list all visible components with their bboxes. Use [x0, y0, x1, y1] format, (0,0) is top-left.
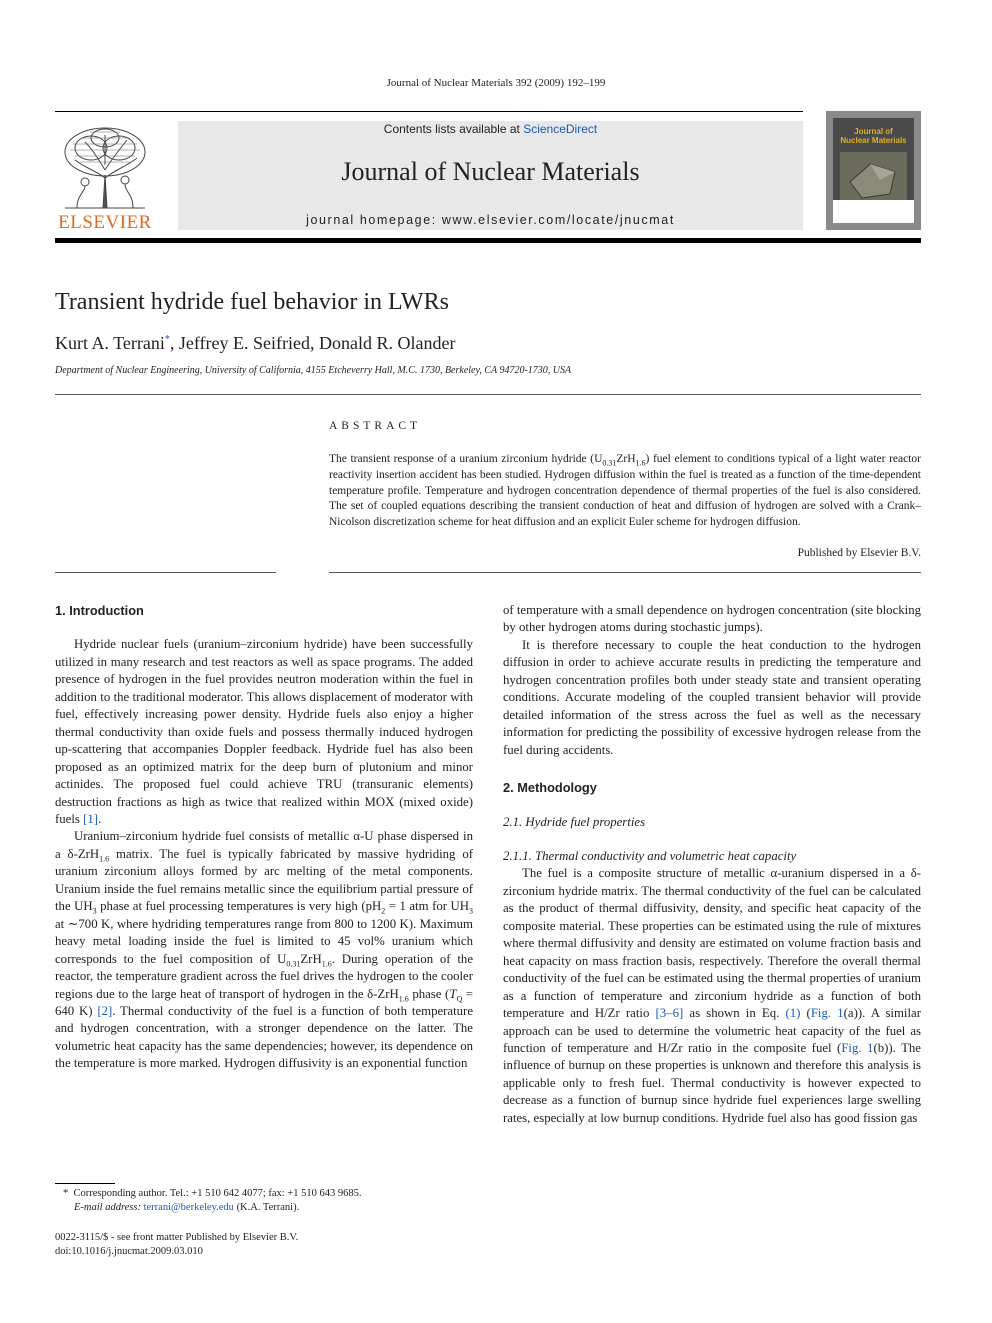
article-title: Transient hydride fuel behavior in LWRs [55, 289, 449, 315]
footnote [55, 1187, 475, 1215]
cover-title-line2: Nuclear Materials [840, 136, 907, 145]
intro-paragraph-2: Uranium–zirconium hydride fuel consists of metallic α-U phase dispersed in a δ-ZrH$_{1.6}$ matrix. The fuel is typically fabricated by massive hydriding of uranium zirconium alloys formed by arc melting of the metal components. Uranium inside the fuel remains metallic since the equilibrium partial pressure of the $UH_3$ phase at fuel processing temperatures is very high ($pH_2 = 1$ atm for $UH_3$ at ∼700 K, where hydriding temperatures range from 800 to 1200 K). Maximum heavy metal loading inside the fuel is limited to 45 vol% uranium which corresponds to the fuel composition of $U_{0.31}ZrH_{1.6}$. During operation of the reactor, the temperature gradient across the fuel drives the hydrogen to the cooler regions due to the large heat of transport of hydrogen in the δ-ZrH$_{1.6}$ phase ($T_Q = 640$ K) [2]. Thermal conductivity of the fuel is a function of both temperature and hydrogen concentration, with a stronger dependence on the latter. The volumetric heat capacity has the same dependencies; however, its dependence on the temperature is more marked. Hydrogen diffusivity is an exponential function [55, 829, 474, 1071]
corresponding-footnote [55, 1187, 475, 1201]
cover-title-line1: Journal of [854, 127, 893, 136]
elsevier-wordmark: ELSEVIER [58, 212, 152, 233]
sciencedirect-link[interactable]: ScienceDirect [523, 122, 598, 136]
email-suffix: (K.A. Terrani). [236, 1202, 300, 1213]
section-2-heading: 2. Methodology [503, 780, 597, 796]
front-matter [55, 1231, 298, 1259]
email-footnote [55, 1201, 475, 1215]
other-authors: , Jeffrey E. Seifried, Donald R. Olander [169, 333, 456, 353]
cover-title [833, 127, 914, 145]
footnote-rule [55, 1183, 115, 1184]
affiliation: Department of Nuclear Engineering, University of California, 4155 Etcheverry Hall, M.C. 1730, Berkeley, CA 94720-1730, USA [55, 365, 572, 376]
intro-paragraph-1: Hydride nuclear fuels (uranium–zirconium hydride) have been successfully utilized in many research and test reactors as well as space programs. The added presence of hydrogen in the fuel provides neutron moderation within the fuel in addition to the traditional moderator. This allows displacement of moderator with fuel, effectively increasing power density. Hydride fuels also enjoy a higher thermal conductivity than oxide fuels and possess thermally induced hydrogen up-scattering that accompanies Doppler feedback. Hydride fuel has also been proposed as an optimized matrix for the deep burn of plutonium and minor actinides. The proposed fuel could achieve TRU (transuranic elements) destruction fractions as high as twice that realized within MOX (mixed oxide) fuels [1]. [55, 637, 473, 826]
intro-paragraph-2-cont: of temperature with a small dependence on hydrogen concentration (site blocking by other hydrogen atoms during stochastic jumps). [503, 603, 921, 635]
cover-bottom-strip [833, 200, 914, 223]
section-1-heading: 1. Introduction [55, 603, 144, 618]
cover-panel [833, 118, 914, 223]
corresponding-text: Corresponding author. Tel.: +1 510 642 4077; fax: +1 510 643 9685. [73, 1188, 362, 1199]
intro-paragraph-3: It is therefore necessary to couple the heat conduction to the hydrogen diffusion in order to achieve accurate results in predicting the temperature and hydrogen concentration profiles both under steady state and transient operating conditions. Accurate modeling of the coupled transient behavior will provide detailed information of the stress across the fuel as well as the necessary information for predicting the possibility of excessive hydrogen release from the fuel during accidents. [503, 637, 921, 757]
left-column [55, 602, 473, 1073]
journal-homepage[interactable]: journal homepage: www.elsevier.com/locate/jnucmat [306, 213, 675, 227]
journal-citation: Journal of Nuclear Materials 392 (2009) 192–199 [386, 77, 606, 89]
header-rule [55, 111, 803, 112]
header-thick-rule [55, 238, 921, 243]
issn-line: 0022-3115/$ - see front matter Published by Elsevier B.V. [55, 1232, 299, 1243]
right-column [503, 602, 921, 1127]
contents-prefix: Contents lists available at [383, 122, 524, 136]
cover-crystal-icon [840, 152, 907, 202]
elsevier-tree-icon [55, 120, 155, 212]
left-section-rule [55, 572, 276, 573]
contents-line [178, 122, 803, 136]
abstract-bottom-rule [329, 572, 921, 573]
methodology-paragraph-1: The fuel is a composite structure of metallic α-uranium dispersed in a δ-zirconium hydride matrix. The thermal conductivity of the fuel can be calculated as the product of thermal diffusivity, density, and specific heat capacity of the composite material. These properties can be estimated using the rule of mixtures where thermal diffusivity and density are estimated on volume fraction basis and heat capacity on mass fraction basis, respectively. Therefore the overall thermal conductivity of the fuel can be estimated using the thermal properties of uranium as a function of temperature and zirconium hydride as a function of both temperature and H/Zr ratio [3–6] as shown in Eq. (1) (Fig. 1(a)). A similar approach can be used to determine the volumetric heat capacity of the fuel as function of temperature and H/Zr ratio in the composite fuel (Fig. 1(b)). The influence of burnup on these properties is unknown and therefore this analysis is applicable only to fresh fuel. Thermal conductivity is however expected to decrease as a function of burnup since hydride fuel experiences large swelling rates, especially at low burnup conditions. Hydride fuel also has good fission gas [503, 866, 921, 1125]
author-terrani[interactable]: Kurt A. Terrani [55, 333, 165, 353]
email-link[interactable]: terrani@berkeley.edu [143, 1202, 234, 1213]
footnote-mark: * [63, 1188, 69, 1199]
published-by: Published by Elsevier B.V. [797, 547, 921, 559]
journal-header-box [178, 121, 803, 230]
abstract-text: The transient response of a uranium zirconium hydride $(U_{0.31}ZrH_{1.6})$ fuel element to conditions typical of a light water reactor reactivity insertion accident has been studied. Hydrogen diffusion within the fuel is treated as a function of the time-dependent temperature profile. Temperature and hydrogen concentration dependence of thermal properties of the fuel is also considered. The set of coupled equations describing the transient conduction of heat and diffusion of hydrogen are solved with a Crank–Nicolson discretization scheme for heat diffusion and an explicit Euler scheme for hydrogen diffusion. [329, 453, 921, 529]
journal-title: Journal of Nuclear Materials [341, 157, 640, 186]
section-2-1-1-heading: 2.1.1. Thermal conductivity and volumetric heat capacity [503, 848, 797, 863]
journal-cover[interactable] [826, 111, 921, 230]
section-2-1-heading: 2.1. Hydride fuel properties [503, 814, 646, 829]
cover-image [840, 152, 907, 202]
abstract-heading: ABSTRACT [329, 420, 422, 432]
email-label: E-mail address: [74, 1202, 141, 1213]
author-list [55, 333, 455, 354]
elsevier-logo[interactable] [55, 120, 155, 232]
corresponding-author-mark[interactable]: * [164, 334, 170, 345]
abstract-top-rule [55, 394, 921, 395]
doi-line[interactable]: doi:10.1016/j.jnucmat.2009.03.010 [55, 1246, 203, 1257]
